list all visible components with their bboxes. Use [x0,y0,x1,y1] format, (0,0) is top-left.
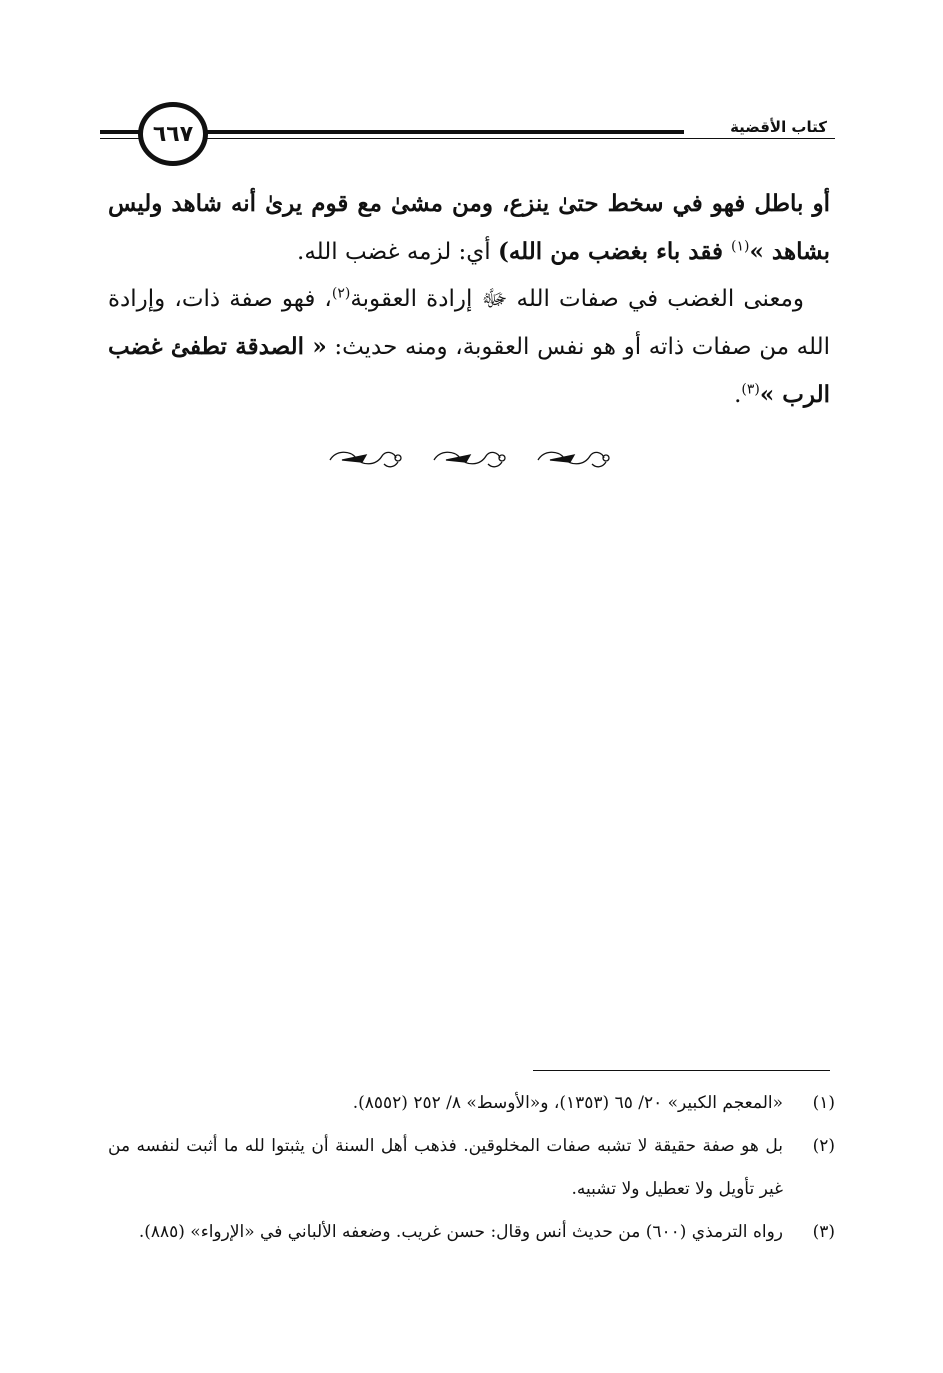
ornament-unit-2 [434,452,505,467]
floral-divider-icon [322,444,622,474]
footnote-number: (٣) [812,1222,835,1242]
p2-text-b: ، فهو صفة ذات، وإرادة الله من صفات ذاته أو هو نفس العقوبة، ومنه حديث: [108,286,830,360]
footnote-number: (٢) [812,1136,835,1156]
paragraph-2 [108,276,830,419]
header-rule-thin [100,138,835,139]
footnote-number: (١) [812,1093,835,1113]
footnote-ref-1[interactable]: (١) [731,238,750,255]
p1-bold-phrase: فقد باء بغضب من الله) [497,238,732,265]
page-header [100,100,835,180]
p1-quote-end: بشاهد » [749,238,830,265]
ornament-unit-1 [330,452,401,467]
footnote-1 [108,1082,835,1125]
footnote-ref-2[interactable]: (٢) [331,285,351,302]
page-number-badge [138,102,208,166]
footnote-3 [108,1211,835,1254]
footnote-2 [108,1125,835,1211]
p2-end: . [734,382,742,408]
footnote-text: بل هو صفة حقيقة لا تشبه صفات المخلوقين. فذهب أهل السنة أن يثبتوا لله ما أثبت لنفسه من غير تأويل ولا تعطيل ولا تشبيه. [108,1136,783,1199]
p1-explanation: أي: لزمه غضب الله. [297,239,498,265]
footnotes [108,1082,835,1254]
footnote-ref-3[interactable]: (٣) [741,381,760,398]
paragraph-1 [108,180,830,276]
p2-hadith: « الصدقة تطفئ غضب الرب » [108,333,830,408]
footnote-text: «المعجم الكبير» ٢٠/ ٦٥ (١٣٥٣)، و«الأوسط» ٨/ ٢٥٢ (٨٥٥٢). [352,1093,783,1113]
main-text [108,180,830,419]
p2-text-a: ومعنى الغضب في صفات الله ﷻ إرادة العقوبة [350,286,805,312]
footnote-separator [533,1070,830,1071]
p1-line1: أو باطل فهو في سخط حتىٰ ينزع، ومن مشىٰ مع قوم يرىٰ أنه شاهد وليس [108,190,830,217]
ornament-unit-3 [538,452,609,467]
page-number: ٦٦٧ [152,121,194,147]
book-title: كتاب الأقضية [684,118,835,136]
footnote-text: رواه الترمذي (٦٠٠) من حديث أنس وقال: حسن غريب. وضعفه الألباني في «الإرواء» (٨٨٥). [138,1222,783,1242]
